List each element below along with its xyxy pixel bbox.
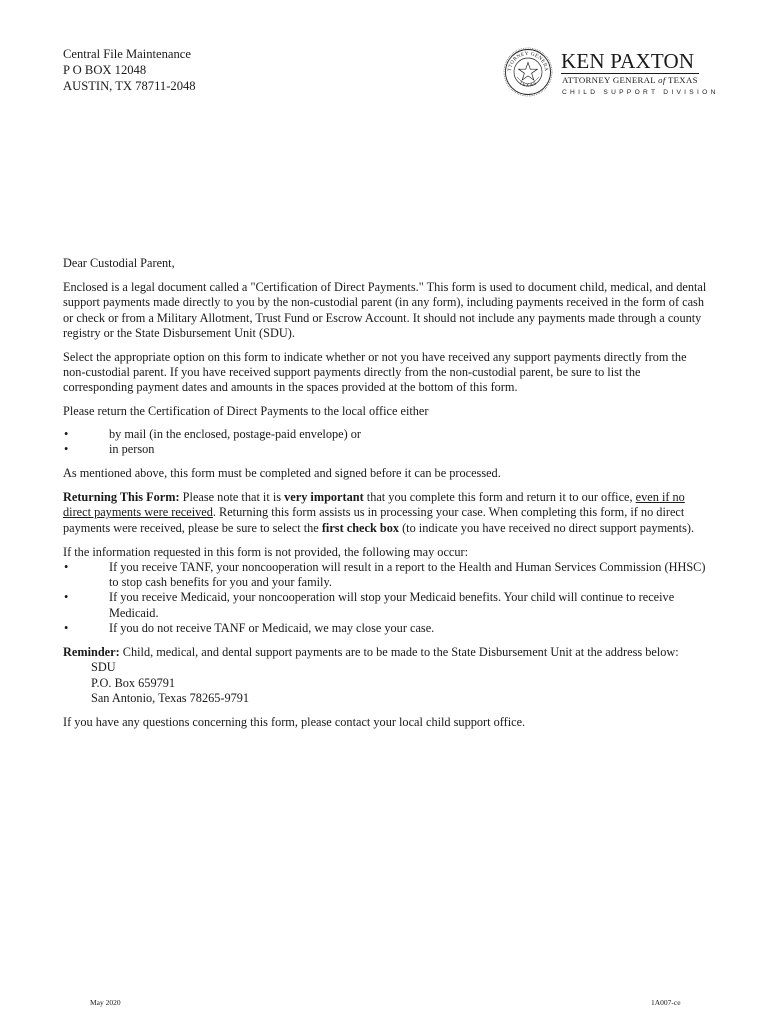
return-methods-list: [63, 427, 708, 458]
list-item: [63, 427, 708, 442]
attorney-general-name: KEN PAXTON: [561, 49, 695, 73]
sdu-address-line: P.O. Box 659791: [91, 675, 176, 690]
emphasis: first check box: [321, 520, 399, 535]
seal-text-bottom: TEXAS: [517, 80, 539, 89]
footer-date: May 2020: [90, 998, 121, 1007]
list-item-text: If you receive Medicaid, your noncooperation will stop your Medicaid benefits. Your child will continue to receive Medicaid.: [109, 590, 675, 620]
list-item: [63, 590, 708, 621]
bullet: •: [64, 621, 69, 636]
bullet: •: [64, 426, 69, 441]
list-item-text: in person: [109, 442, 155, 457]
list-item: [63, 621, 708, 636]
emphasis: very important: [284, 490, 364, 504]
star-icon: [519, 63, 538, 81]
underlined-text: even if no direct payments were received: [63, 490, 685, 520]
sdu-address-line: SDU: [91, 660, 116, 675]
return-address: [63, 46, 196, 94]
sdu-address: [91, 660, 708, 706]
return-address-line: P O BOX 12048: [63, 63, 147, 77]
salutation: Dear Custodial Parent,: [63, 256, 175, 270]
text-run: . Returning this form assists us in processing your case. When completing this form, if no direct payments were received, please be sure to select the: [63, 505, 685, 535]
bullet: •: [64, 590, 69, 605]
text-run: (to indicate you have received no direct support payments).: [399, 520, 695, 535]
paragraph-closing: If you have any questions concerning this form, please contact your local child support office.: [63, 714, 526, 729]
sdu-address-line: San Antonio, Texas 78265-9791: [91, 690, 250, 705]
title-part-of: of: [658, 75, 666, 85]
attorney-general-seal: [503, 46, 553, 98]
title-part: TEXAS: [665, 75, 698, 85]
list-item-text: by mail (in the enclosed, postage-paid envelope) or: [109, 426, 362, 441]
list-item: [63, 442, 708, 457]
paragraph-must-complete: As mentioned above, this form must be completed and signed before it can be processed.: [63, 466, 501, 481]
return-address-line: Central File Maintenance: [63, 47, 191, 61]
reminder-text: Child, medical, and dental support payments are to be made to the State Disbursement Unit at the address below:: [119, 645, 679, 660]
title-part: ATTORNEY GENERAL: [562, 75, 659, 85]
list-item-text: If you receive TANF, your noncooperation will result in a report to the Health and Human Services Commission (HHSC) to stop cash benefits for you and your family.: [109, 559, 706, 590]
list-item-text: If you do not receive TANF or Medicaid, we may close your case.: [109, 621, 435, 636]
paragraph-reminder: [63, 645, 708, 660]
paragraph-return-methods: Please return the Certification of Direct Payments to the local office either: [63, 404, 429, 419]
bullet: •: [64, 442, 69, 457]
text-run: Please note that it is: [179, 490, 285, 504]
reminder-heading: Reminder:: [63, 645, 120, 660]
division-name: CHILD SUPPORT DIVISION: [562, 89, 719, 96]
seal-text-top: TTORNEY GENERA: [506, 50, 550, 72]
paragraph-consequences-intro: If the information requested in this form is not provided, the following may occur:: [63, 544, 469, 559]
paragraph-intro: Enclosed is a legal document called a "Certification of Direct Payments." This form is used to document child, medical, and dental support payments made directly to you by the non-custodial parent (in any form), including payments received in the form of cash or check or from a Military Allotment, Trust Fund or Escrow Account. It should not include any payments made through a county registry or the State Disbursement Unit (SDU).: [63, 279, 707, 340]
attorney-general-title: [562, 75, 698, 85]
letterhead-divider: [561, 73, 699, 74]
bullet: •: [64, 559, 69, 574]
text-run: that you complete this form and return it to our office,: [363, 490, 636, 504]
list-item: [63, 560, 708, 591]
letter-body: [63, 256, 708, 739]
paragraph-returning-form: [63, 490, 708, 536]
consequences-list: [63, 560, 708, 636]
paragraph-select-option: Select the appropriate option on this form to indicate whether or not you have received any support payments directly from the non-custodial parent. If you have received support payments directly from the non-custodial parent, be sure to list the corresponding payment dates and amounts in the spaces provided at the bottom of this form.: [63, 349, 687, 395]
footer-form-code: 1A007-ce: [651, 998, 681, 1007]
returning-heading: Returning This Form:: [63, 490, 180, 504]
return-address-line: AUSTIN, TX 78711-2048: [63, 79, 196, 93]
